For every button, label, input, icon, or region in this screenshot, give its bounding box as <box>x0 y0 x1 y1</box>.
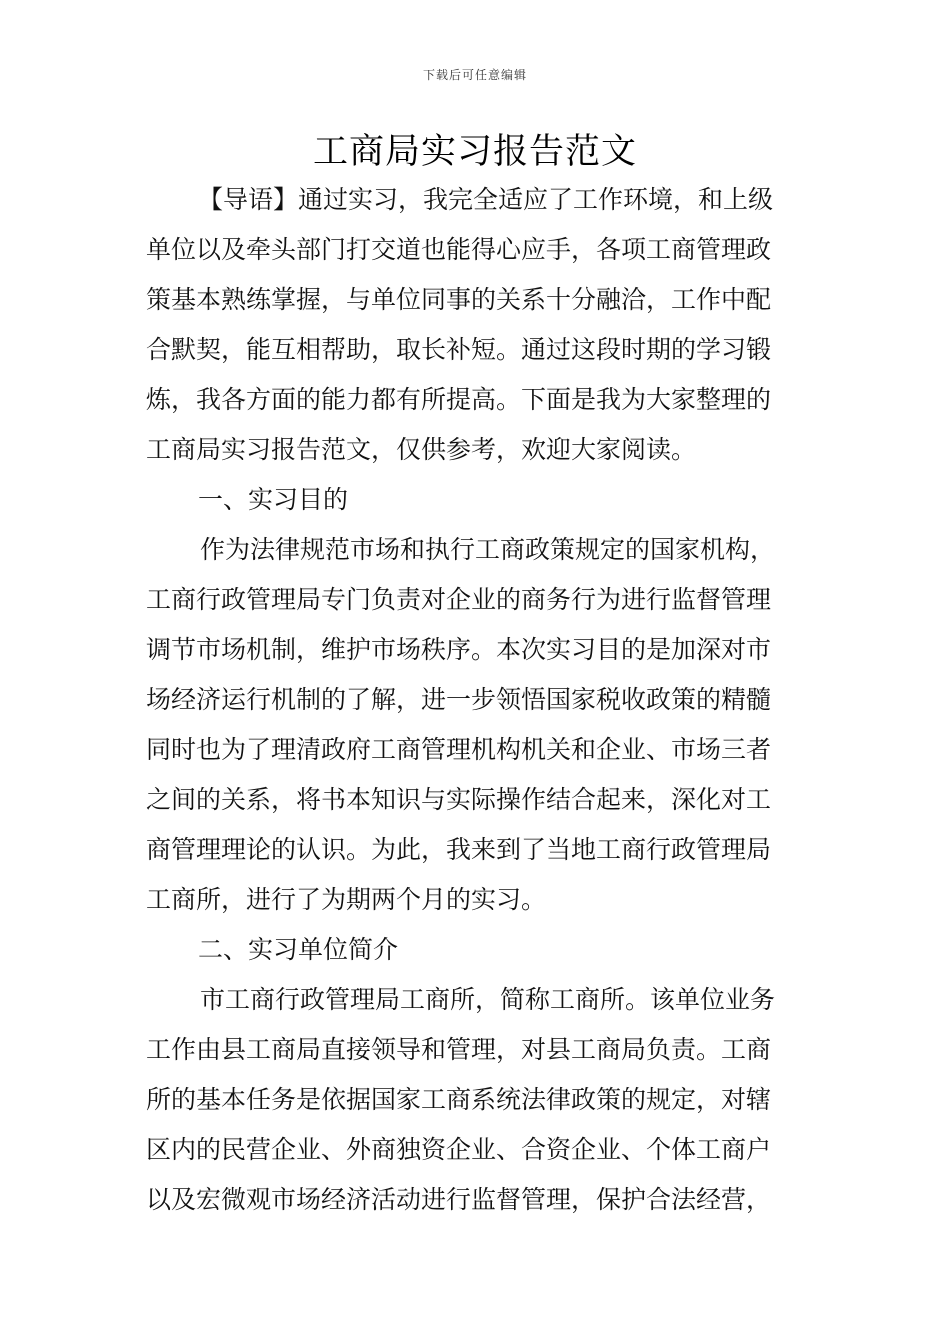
section1-line-1: 作为法律规范市场和执行工商政策规定的国家机构， <box>200 535 776 564</box>
section1-line-5: 同时也为了理清政府工商管理机构机关和企业、市场三者 <box>146 735 772 764</box>
section-heading-2: 二、实习单位简介 <box>198 935 399 964</box>
header-note: 下载后可任意编辑 <box>422 68 527 82</box>
intro-line-3: 策基本熟练掌握，与单位同事的关系十分融洽，工作中配 <box>146 285 772 314</box>
section1-line-7: 商管理理论的认识。为此，我来到了当地工商行政管理局 <box>146 835 772 864</box>
section1-line-6: 之间的关系，将书本知识与实际操作结合起来，深化对工 <box>146 785 772 814</box>
section-heading-1: 一、实习目的 <box>198 485 349 514</box>
intro-line-6: 工商局实习报告范文，仅供参考，欢迎大家阅读。 <box>146 435 697 464</box>
intro-line-1: 【导语】通过实习，我完全适应了工作环境，和上级 <box>198 185 774 214</box>
section2-line-3: 所的基本任务是依据国家工商系统法律政策的规定，对辖 <box>146 1085 772 1114</box>
section1-line-8: 工商所，进行了为期两个月的实习。 <box>146 885 547 914</box>
document-title: 工商局实习报告范文 <box>312 132 637 172</box>
section1-line-2: 工商行政管理局专门负责对企业的商务行为进行监督管理 <box>146 585 772 614</box>
section1-line-3: 调节市场机制，维护市场秩序。本次实习目的是加深对市 <box>146 635 772 664</box>
section2-line-1: 市工商行政管理局工商所，简称工商所。该单位业务 <box>200 985 776 1014</box>
section1-line-4: 场经济运行机制的了解，进一步领悟国家税收政策的精髓 <box>146 685 772 714</box>
section2-line-4: 区内的民营企业、外商独资企业、合资企业、个体工商户 <box>146 1135 772 1164</box>
intro-line-2: 单位以及牵头部门打交道也能得心应手，各项工商管理政 <box>146 235 772 264</box>
section2-line-5: 以及宏微观市场经济活动进行监督管理，保护合法经营， <box>146 1185 772 1214</box>
intro-line-4: 合默契，能互相帮助，取长补短。通过这段时期的学习锻 <box>146 335 772 364</box>
section2-line-2: 工作由县工商局直接领导和管理，对县工商局负责。工商 <box>146 1035 772 1064</box>
intro-line-5: 炼，我各方面的能力都有所提高。下面是我为大家整理的 <box>146 385 772 414</box>
